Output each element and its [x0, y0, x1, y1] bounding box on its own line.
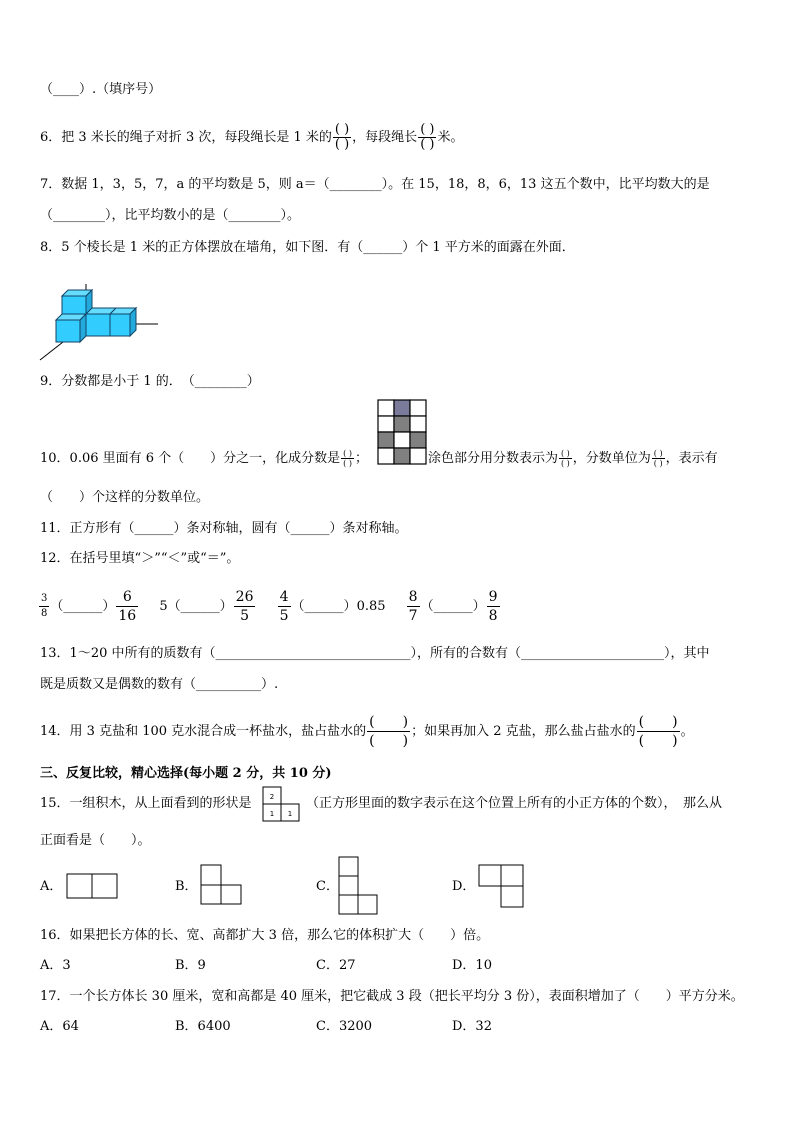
q10-frac1-den: ( )	[343, 459, 352, 468]
q8-cubes	[56, 290, 136, 342]
q16-option-d[interactable]: D．10	[452, 958, 492, 973]
q8-text: 8．5 个棱长是 1 米的正方体摆放在墙角，如下图．有（______）个 1 平方米的面露在外面．	[40, 240, 575, 255]
q12-f4-num: 4	[279, 589, 289, 605]
q15-option-d-figure[interactable]	[478, 864, 526, 910]
q10-frac2-num: ( )	[560, 449, 570, 458]
q12-f2-den: 16	[118, 608, 137, 624]
q17-option-a[interactable]: A．64	[40, 1019, 79, 1034]
q10-text-d: ，分数单位为	[572, 451, 651, 466]
q9-text: 9．分数都是小于 1 的． （________）	[40, 374, 260, 389]
q15-option-d-label[interactable]: D．	[452, 879, 476, 894]
q16-option-a[interactable]: A．3	[40, 958, 71, 973]
q17-text: 17．一个长方体长 30 厘米，宽和高都是 40 厘米，把它截成 3 段（把长平均分 3 份），表面积增加了（ ）平方分米。	[40, 989, 744, 1004]
q6-fraction-2	[418, 123, 436, 152]
q12-frac-9-8	[487, 588, 500, 625]
q12-blank-1: （______）	[50, 599, 116, 614]
q12-whole-5: 5	[159, 599, 168, 614]
q13-line2: 既是质数又是偶数的数有（__________）.	[40, 677, 279, 692]
q17-option-b[interactable]: B．6400	[175, 1019, 231, 1034]
section-3-heading: 三、反复比较，精心选择(每小题 2 分，共 10 分)	[40, 766, 332, 781]
q6-text-c: 米。	[437, 130, 464, 145]
q12-compare-row	[38, 588, 501, 625]
q14-frac2-num: ( )	[638, 714, 678, 730]
q10-text-a: 10．0.06 里面有 6 个（ ）分之一，化成分数是	[40, 451, 341, 466]
q6-frac2-num: ( )	[420, 122, 435, 137]
q15-option-b-figure[interactable]	[200, 864, 244, 906]
q10-frac1-num: ( )	[343, 449, 352, 458]
q12-f3-num: 26	[235, 589, 254, 605]
q15-option-a-label[interactable]: A．	[40, 879, 63, 894]
q15-top-num-2: 2	[269, 793, 275, 801]
q12-f1-den: 8	[41, 608, 48, 619]
q14-text-a: 14．用 3 克盐和 100 克水混合成一杯盐水，盐占盐水的	[40, 724, 367, 739]
q14-frac1-den: ( )	[369, 733, 409, 749]
q14-text-c: 。	[680, 724, 694, 739]
q12-f6-den: 8	[488, 608, 498, 624]
q15-option-a-figure[interactable]	[66, 873, 120, 901]
q12-blank-2: （______）	[167, 599, 233, 614]
q14-frac1-num: ( )	[369, 714, 409, 730]
q12-f2-num: 6	[122, 589, 132, 605]
q16-text: 16．如果把长方体的长、宽、高都扩大 3 倍，那么它的体积扩大（ ）倍。	[40, 928, 490, 943]
q15-option-b-label[interactable]: B．	[175, 879, 198, 894]
q10-text-b: ；	[354, 451, 368, 466]
q17-option-c[interactable]: C．3200	[316, 1019, 373, 1034]
q14-fraction-1	[367, 713, 410, 750]
q6-line	[40, 118, 463, 158]
q12-f6-num: 9	[488, 589, 498, 605]
q10-text-c: 涂色部分用分数表示为	[427, 451, 558, 466]
q10-frac2-den: ( )	[560, 459, 570, 468]
q12-f1-num: 3	[41, 593, 48, 604]
q6-frac1-num: ( )	[334, 122, 350, 137]
q14-fraction-2	[637, 713, 680, 750]
q7-line1: 7．数据 1，3，5，7，a 的平均数是 5，则 a＝（________）。在 15，18，8，6，13 这五个数中，比平均数大的是	[40, 177, 710, 192]
q6-frac2-den: ( )	[420, 137, 435, 152]
q16-option-b[interactable]: B．9	[175, 958, 206, 973]
q15-top-num-1a: 1	[269, 810, 275, 818]
q12-f5-den: 7	[408, 608, 418, 624]
q10-frac3-num: ( )	[653, 449, 663, 458]
q12-blank-4: （______）	[420, 599, 486, 614]
q6-text-a: 6．把 3 米长的绳子对折 3 次，每段绳长是 1 米的	[40, 130, 332, 145]
q12-text: 12．在括号里填“＞”“＜”或“＝”。	[40, 551, 240, 566]
q16-option-c[interactable]: C．27	[316, 958, 356, 973]
q15-option-c-figure[interactable]	[338, 856, 380, 916]
q10-text-e: ，表示有	[665, 451, 718, 466]
q14-text-b: ；如果再加入 2 克盐，那么盐占盐水的	[411, 724, 636, 739]
q12-f3-den: 5	[240, 608, 250, 624]
q6-text-b: ，每段绳长	[352, 130, 418, 145]
q12-f5-num: 8	[408, 589, 418, 605]
q10-grid-figure	[378, 400, 428, 464]
q6-frac1-den: ( )	[334, 137, 350, 152]
q10-line2: （ ）个这样的分数单位。	[40, 490, 210, 505]
q12-blank-3: （______）	[291, 599, 357, 614]
q8-cube-figure	[38, 284, 160, 364]
q12-frac-3-8	[39, 592, 49, 621]
q7-line2: （________），比平均数小的是（________）。	[40, 208, 301, 223]
q12-f4-den: 5	[279, 608, 289, 624]
q12-frac-4-5	[278, 588, 291, 625]
q10-frac3-den: ( )	[653, 459, 663, 468]
q10-fraction-2	[559, 449, 572, 468]
q10-fraction-1	[341, 449, 354, 468]
q12-frac-26-5	[234, 588, 256, 625]
q14-frac2-den: ( )	[638, 733, 678, 749]
q12-frac-6-16	[116, 588, 138, 625]
q13-line1: 13．1～20 中所有的质数有（______________________________），所有的合数有（______________________），其中	[40, 646, 710, 661]
q15-text-a: 15．一组积木，从上面看到的形状是	[40, 796, 252, 811]
q5-tail: （____）.（填序号）	[40, 82, 162, 97]
q12-frac-8-7	[407, 588, 420, 625]
q15-option-c-label[interactable]: C．	[316, 879, 339, 894]
q15-top-view-figure	[262, 786, 302, 822]
q15-top-num-1b: 1	[287, 810, 293, 818]
q17-option-d[interactable]: D．32	[452, 1019, 492, 1034]
q15-line2: 正面看是（ ）。	[40, 833, 151, 848]
q10-fraction-3	[652, 449, 665, 468]
q6-fraction-1	[333, 123, 351, 152]
q11-text: 11．正方形有（______）条对称轴，圆有（______）条对称轴。	[40, 521, 408, 536]
q14-line	[40, 710, 694, 754]
q15-text-b: （正方形里面的数字表示在这个位置上所有的小正方体的个数）， 那么从	[306, 796, 723, 811]
q12-decimal: 0.85	[356, 599, 386, 614]
